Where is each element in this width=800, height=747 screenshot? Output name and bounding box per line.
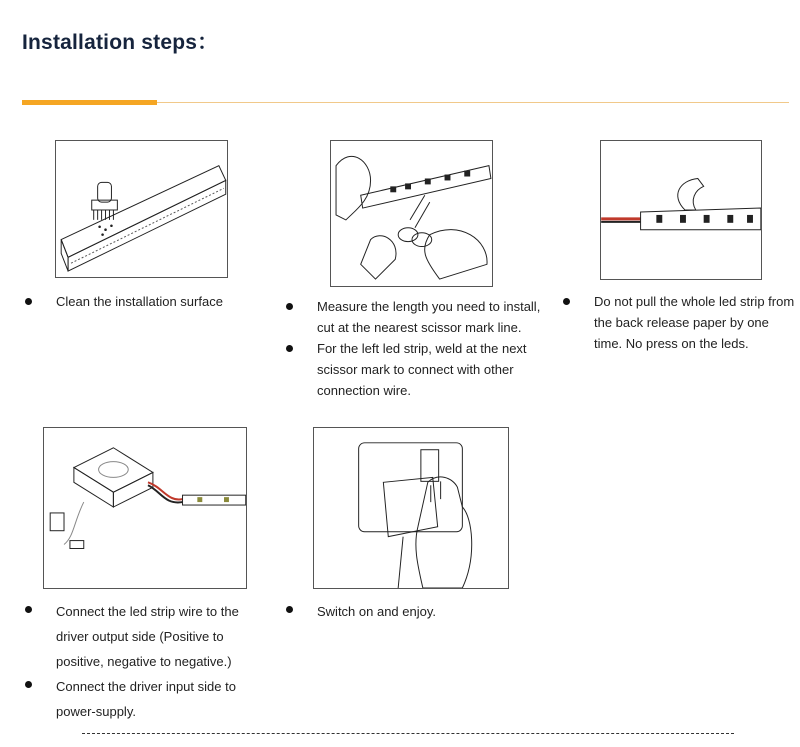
bottom-dashed-divider (82, 733, 734, 734)
list-item: Switch on and enjoy. (283, 599, 523, 624)
step-1-illustration (55, 140, 228, 278)
list-item: Connect the led strip wire to the driver output side (Positive to positive, negative to negative.) (22, 599, 262, 674)
list-item: Do not pull the whole led strip from the back release paper by one time. No press on the leds. (560, 291, 798, 354)
step-3-list (560, 291, 798, 354)
title-accent-bar (22, 100, 157, 105)
step-2-illustration (330, 140, 493, 287)
step-1-list (22, 291, 262, 312)
step-5-list (283, 599, 523, 624)
step-5-illustration (313, 427, 509, 589)
scissors-cut-icon (331, 141, 492, 286)
list-item: Measure the length you need to install, cut at the nearest scissor mark line. (283, 296, 543, 338)
wall-plug-switch-icon (314, 428, 508, 588)
power-driver-icon (44, 428, 246, 588)
step-2-list (283, 296, 543, 401)
list-item: Clean the installation surface (22, 291, 262, 312)
step-4-list (22, 599, 262, 724)
step-3-illustration (600, 140, 762, 280)
step-4-illustration (43, 427, 247, 589)
led-strip-peel-icon (601, 141, 761, 279)
list-item: For the left led strip, weld at the next scissor mark to connect with other connection wire. (283, 338, 543, 401)
cleaning-brush-icon (56, 141, 227, 277)
list-item: Connect the driver input side to power-supply. (22, 674, 262, 724)
page-title: Installation steps： (22, 31, 219, 54)
